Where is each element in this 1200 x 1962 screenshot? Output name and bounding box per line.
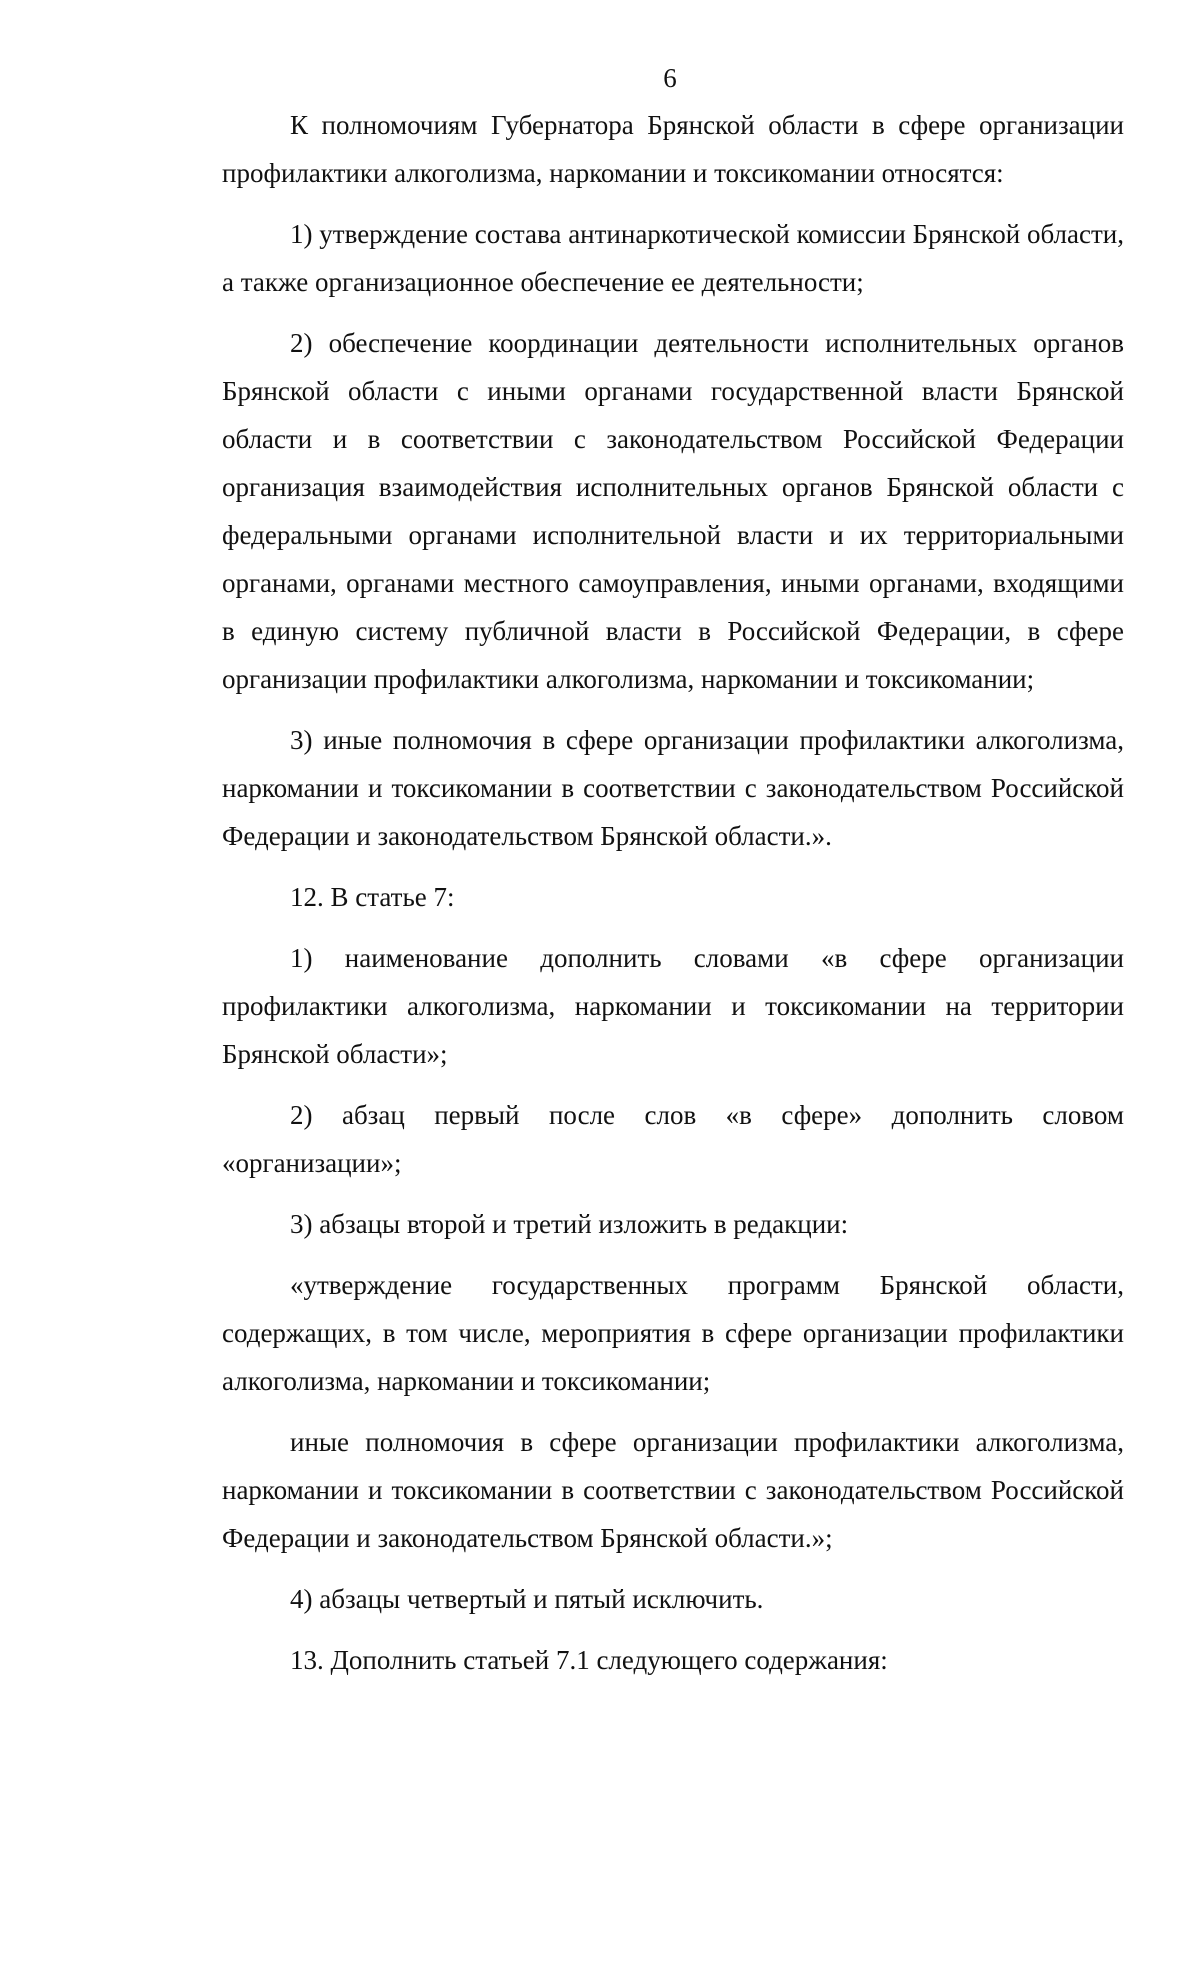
- paragraph-article-7-1-addition: 13. Дополнить статьей 7.1 следующего содержания:: [290, 1645, 888, 1675]
- paragraph-item-2-coordination: 2) обеспечение координации деятельности исполнительных органов Брянской области с иными органами государственной власти Брянской области и в соответствии с законодательством Российской Федерации организация взаимодействия исполнительных органов Брянской области с федеральными органами исполнительной власти и их территориальными органами, органами местного самоуправления, иными органами, входящими в единую систему публичной власти в Российской Федерации, в сфере организации профилактики алкоголизма, наркомании и токсикомании;: [222, 328, 1124, 694]
- paragraph-item-1-commission: 1) утверждение состава антинаркотической комиссии Брянской области, а также организационное обеспечение ее деятельности;: [222, 219, 1124, 297]
- paragraph-article-7-item-3: 3) абзацы второй и третий изложить в редакции:: [290, 1209, 849, 1239]
- paragraph-article-7-heading: 12. В статье 7:: [290, 882, 455, 912]
- paragraph-quoted-state-programs: «утверждение государственных программ Брянской области, содержащих, в том числе, мероприятия в сфере организации профилактики алкоголизма, наркомании и токсикомании;: [222, 1270, 1124, 1396]
- paragraph-article-7-item-2: 2) абзац первый после слов «в сфере» дополнить словом «организации»;: [222, 1100, 1124, 1178]
- document-body: [222, 101, 1124, 1697]
- paragraph-article-7-item-1: 1) наименование дополнить словами «в сфере организации профилактики алкоголизма, наркомании и токсикомании на территории Брянской области»;: [222, 943, 1124, 1069]
- page-number: 6: [663, 63, 677, 93]
- paragraph-item-3-other-powers: 3) иные полномочия в сфере организации профилактики алкоголизма, наркомании и токсикомании в соответствии с законодательством Российской Федерации и законодательством Брянской области.».: [222, 725, 1124, 851]
- paragraph-governor-powers-intro: К полномочиям Губернатора Брянской области в сфере организации профилактики алкоголизма, наркомании и токсикомании относятся:: [222, 110, 1124, 188]
- paragraph-quoted-other-powers: иные полномочия в сфере организации профилактики алкоголизма, наркомании и токсикомании в соответствии с законодательством Российской Федерации и законодательством Брянской области.»;: [222, 1427, 1124, 1553]
- paragraph-article-7-item-4: 4) абзацы четвертый и пятый исключить.: [290, 1584, 764, 1614]
